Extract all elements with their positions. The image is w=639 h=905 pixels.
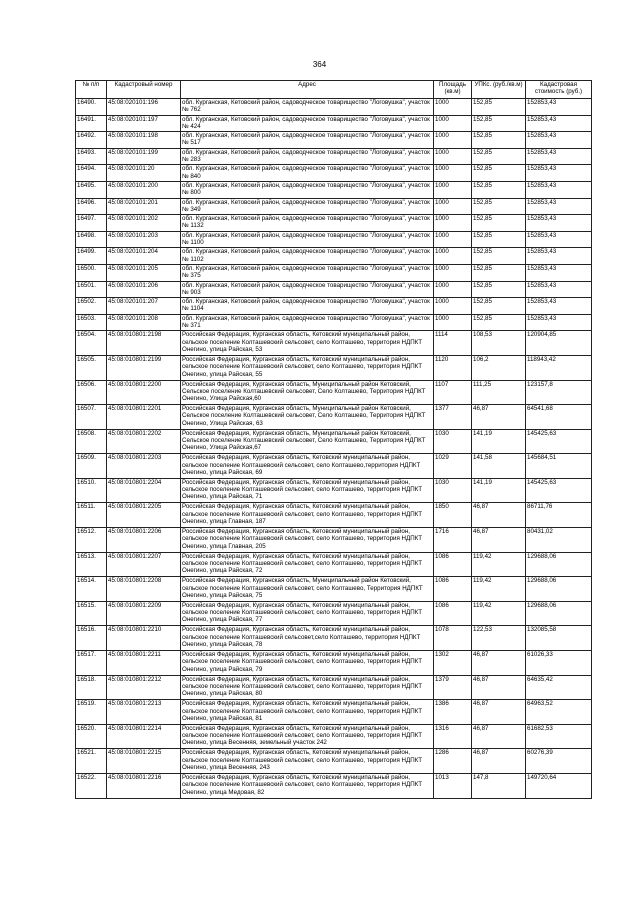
cadastral-value-cell: 80431,02 xyxy=(526,528,592,553)
upks-cell: 46,87 xyxy=(472,700,526,725)
table-row xyxy=(76,148,592,165)
table-row xyxy=(76,601,592,626)
row-number-cell: 16501. xyxy=(76,281,107,298)
table-row xyxy=(76,528,592,553)
address-cell: Российская Федерация, Курганская область, Кетовский муниципальный район, сельское поселение Колташевский сельсовет, село Колташево, территория НДПКТ Онегино, улица Весенняя, земельный участок 242 xyxy=(181,724,434,749)
address-cell: Российская Федерация, Курганская область, Муниципальный район Кетовский, сельское поселение Колташевский сельсовет, село Колташево, Территория НДПКТ Онегино, улица Райская, 75 xyxy=(181,577,434,602)
table-row xyxy=(76,281,592,298)
table-row xyxy=(76,215,592,232)
table-row xyxy=(76,724,592,749)
area-cell: 1850 xyxy=(434,503,472,528)
cadastral-number-cell: 45:08:010801:2200 xyxy=(107,380,181,405)
table-row xyxy=(76,626,592,651)
row-number-cell: 16502. xyxy=(76,298,107,315)
cadastral-value-cell: 145425,63 xyxy=(526,429,592,454)
cadastral-value-cell: 145684,51 xyxy=(526,454,592,479)
row-number-cell: 16514. xyxy=(76,577,107,602)
row-number-cell: 16491. xyxy=(76,115,107,132)
row-number-cell: 16505. xyxy=(76,355,107,380)
area-cell: 1000 xyxy=(434,132,472,149)
cadastral-value-cell: 152853,43 xyxy=(526,314,592,331)
upks-cell: 152,85 xyxy=(472,132,526,149)
row-number-cell: 16516. xyxy=(76,626,107,651)
cadastral-number-cell: 45:08:020101:200 xyxy=(107,181,181,198)
address-cell: обл. Курганская, Кетовский район, садоводческое товарищество "Логовушка", участок № 424 xyxy=(181,115,434,132)
upks-cell: 46,87 xyxy=(472,528,526,553)
address-cell: Российская Федерация, Курганская область, Кетовский муниципальный район, сельское поселение Колташевский сельсовет, село Колташево, территория НДПКТ Онегино, улица Райская, 80 xyxy=(181,675,434,700)
area-cell: 1013 xyxy=(434,774,472,799)
cadastral-number-cell: 45:08:020101:196 xyxy=(107,99,181,116)
address-cell: обл. Курганская, Кетовский район, садоводческое товарищество "Логовушка", участок № 840 xyxy=(181,165,434,182)
header-cadastral-value: Кадастровая стоимость (руб.) xyxy=(526,81,592,99)
address-cell: обл. Курганская, Кетовский район, садоводческое товарищество "Логовушка", участок № 517 xyxy=(181,132,434,149)
upks-cell: 119,42 xyxy=(472,577,526,602)
table-row xyxy=(76,700,592,725)
row-number-cell: 16508. xyxy=(76,429,107,454)
cadastral-number-cell: 45:08:020101:207 xyxy=(107,298,181,315)
table-row xyxy=(76,405,592,430)
cadastral-number-cell: 45:08:020101:197 xyxy=(107,115,181,132)
address-cell: обл. Курганская, Кетовский район, садоводческое товарищество "Логовушка", участок № 1102 xyxy=(181,248,434,265)
cadastral-number-cell: 45:08:010801:2201 xyxy=(107,405,181,430)
row-number-cell: 16496. xyxy=(76,198,107,215)
address-cell: обл. Курганская, Кетовский район, садоводческое товарищество "Логовушка", участок № 375 xyxy=(181,264,434,281)
area-cell: 1000 xyxy=(434,298,472,315)
area-cell: 1120 xyxy=(434,355,472,380)
area-cell: 1086 xyxy=(434,552,472,577)
address-cell: Российская Федерация, Курганская область, Кетовский муниципальный район, сельское поселение Колташевский сельсовет, село Колташево, территория НДПКТ Онегино, улица Главная, 205 xyxy=(181,528,434,553)
upks-cell: 152,85 xyxy=(472,165,526,182)
upks-cell: 46,87 xyxy=(472,405,526,430)
row-number-cell: 16512. xyxy=(76,528,107,553)
area-cell: 1078 xyxy=(434,626,472,651)
cadastral-value-cell: 152853,43 xyxy=(526,99,592,116)
address-cell: Российская Федерация, Курганская область, Кетовский муниципальный район, сельское поселение Колташевский сельсовет, село Колташево, территория НДПКТ Онегино, улица Райская, 79 xyxy=(181,651,434,676)
area-cell: 1000 xyxy=(434,198,472,215)
upks-cell: 152,85 xyxy=(472,181,526,198)
address-cell: Российская Федерация, Курганская область, Муниципальный район Кетовский, Сельское поселение Колташевский сельсовет, Село Колташево, Территория НДПКТ Онегино, Улица Райская,60 xyxy=(181,380,434,405)
cadastral-number-cell: 45:08:020101:202 xyxy=(107,215,181,232)
cadastral-value-cell: 152853,43 xyxy=(526,231,592,248)
area-cell: 1000 xyxy=(434,248,472,265)
upks-cell: 152,85 xyxy=(472,148,526,165)
header-area: Площадь (кв.м) xyxy=(434,81,472,99)
address-cell: Российская Федерация, Курганская область, Кетовский муниципальный район, сельское поселение Колташевский сельсовет, село Колташево, территория НДПКТ Онегино, улица Райская, 81 xyxy=(181,700,434,725)
row-number-cell: 16520. xyxy=(76,724,107,749)
area-cell: 1379 xyxy=(434,675,472,700)
cadastral-number-cell: 45:08:010801:2212 xyxy=(107,675,181,700)
row-number-cell: 16522. xyxy=(76,774,107,799)
upks-cell: 106,2 xyxy=(472,355,526,380)
row-number-cell: 16494. xyxy=(76,165,107,182)
address-cell: обл. Курганская, Кетовский район, садоводческое товарищество "Логовушка", участок № 1100 xyxy=(181,231,434,248)
row-number-cell: 16510. xyxy=(76,478,107,503)
cadastral-number-cell: 45:08:010801:2210 xyxy=(107,626,181,651)
cadastral-value-cell: 152853,43 xyxy=(526,281,592,298)
area-cell: 1000 xyxy=(434,314,472,331)
row-number-cell: 16509. xyxy=(76,454,107,479)
cadastral-value-cell: 64963,52 xyxy=(526,700,592,725)
cadastral-value-cell: 152853,43 xyxy=(526,148,592,165)
upks-cell: 119,42 xyxy=(472,552,526,577)
upks-cell: 46,87 xyxy=(472,503,526,528)
table-header-row xyxy=(76,81,592,99)
cadastral-number-cell: 45:08:020101:199 xyxy=(107,148,181,165)
area-cell: 1086 xyxy=(434,601,472,626)
cadastral-number-cell: 45:08:020101:201 xyxy=(107,198,181,215)
cadastral-table xyxy=(75,80,592,799)
row-number-cell: 16498. xyxy=(76,231,107,248)
upks-cell: 46,87 xyxy=(472,675,526,700)
table-row xyxy=(76,454,592,479)
cadastral-value-cell: 61026,33 xyxy=(526,651,592,676)
row-number-cell: 16511. xyxy=(76,503,107,528)
area-cell: 1000 xyxy=(434,99,472,116)
address-cell: Российская Федерация, Курганская область, Кетовский муниципальный район, сельское поселение Колташевский сельсовет, село Колташево, территория НДПКТ Онегино, улица Райская, 55 xyxy=(181,355,434,380)
table-row xyxy=(76,99,592,116)
cadastral-value-cell: 152853,43 xyxy=(526,298,592,315)
cadastral-value-cell: 64541,68 xyxy=(526,405,592,430)
upks-cell: 152,85 xyxy=(472,314,526,331)
table-row xyxy=(76,577,592,602)
cadastral-value-cell: 145425,63 xyxy=(526,478,592,503)
row-number-cell: 16500. xyxy=(76,264,107,281)
table-row xyxy=(76,314,592,331)
address-cell: Российская Федерация, Курганская область, Кетовский муниципальный район, сельское поселение Колташевский сельсовет, село Колташево,территория НДПКТ Онегино, улица Райская, 69 xyxy=(181,454,434,479)
row-number-cell: 16493. xyxy=(76,148,107,165)
row-number-cell: 16517. xyxy=(76,651,107,676)
area-cell: 1029 xyxy=(434,454,472,479)
area-cell: 1000 xyxy=(434,148,472,165)
upks-cell: 147,8 xyxy=(472,774,526,799)
upks-cell: 152,85 xyxy=(472,298,526,315)
cadastral-value-cell: 152853,43 xyxy=(526,215,592,232)
area-cell: 1000 xyxy=(434,281,472,298)
table-row xyxy=(76,675,592,700)
cadastral-value-cell: 123157,8 xyxy=(526,380,592,405)
cadastral-number-cell: 45:08:010801:2214 xyxy=(107,724,181,749)
area-cell: 1000 xyxy=(434,215,472,232)
upks-cell: 108,53 xyxy=(472,331,526,356)
area-cell: 1000 xyxy=(434,231,472,248)
upks-cell: 141,58 xyxy=(472,454,526,479)
address-cell: обл. Курганская, Кетовский район, садоводческое товарищество "Логовушка", участок № 371 xyxy=(181,314,434,331)
cadastral-number-cell: 45:08:020101:204 xyxy=(107,248,181,265)
cadastral-number-cell: 45:08:010801:2208 xyxy=(107,577,181,602)
address-cell: Российская Федерация, Курганская область, Кетовский муниципальный район, сельское поселение Колташевский сельсовет, село Колташево, территория НДПКТ Онегино, улица Райская, 72 xyxy=(181,552,434,577)
cadastral-number-cell: 45:08:010801:2202 xyxy=(107,429,181,454)
address-cell: Российская Федерация, Курганская область, Кетовский муниципальный район, сельское поселение Колташевский сельсовет, село Колташево, территория НДПКТ Онегино, улица Райская, 71 xyxy=(181,478,434,503)
upks-cell: 152,85 xyxy=(472,99,526,116)
area-cell: 1030 xyxy=(434,478,472,503)
cadastral-number-cell: 45:08:010801:2209 xyxy=(107,601,181,626)
row-number-cell: 16492. xyxy=(76,132,107,149)
cadastral-value-cell: 129688,06 xyxy=(526,577,592,602)
upks-cell: 122,53 xyxy=(472,626,526,651)
table-row xyxy=(76,331,592,356)
address-cell: обл. Курганская, Кетовский район, садоводческое товарищество "Логовушка", участок № 349 xyxy=(181,198,434,215)
address-cell: обл. Курганская, Кетовский район, садоводческое товарищество "Логовушка", участок № 1104 xyxy=(181,298,434,315)
address-cell: Российская Федерация, Курганская область, Муниципальный район Кетовский, Сельское поселение Колташевский сельсовет, Село Колташево, Территория НДПКТ Онегино, Улица Райская, 63 xyxy=(181,405,434,430)
cadastral-value-cell: 120904,85 xyxy=(526,331,592,356)
row-number-cell: 16504. xyxy=(76,331,107,356)
cadastral-value-cell: 118943,42 xyxy=(526,355,592,380)
cadastral-value-cell: 129688,06 xyxy=(526,601,592,626)
cadastral-value-cell: 60276,39 xyxy=(526,749,592,774)
upks-cell: 152,85 xyxy=(472,115,526,132)
address-cell: Российская Федерация, Курганская область, Кетовский муниципальный район, сельское поселение Колташевский сельсовет, село Колташево, территория НДПКТ Онегино, улица Медовая, 82 xyxy=(181,774,434,799)
cadastral-number-cell: 45:08:020101:198 xyxy=(107,132,181,149)
area-cell: 1302 xyxy=(434,651,472,676)
table-row xyxy=(76,503,592,528)
cadastral-value-cell: 149720,64 xyxy=(526,774,592,799)
upks-cell: 46,87 xyxy=(472,749,526,774)
cadastral-value-cell: 152853,43 xyxy=(526,132,592,149)
table-row xyxy=(76,165,592,182)
area-cell: 1000 xyxy=(434,181,472,198)
area-cell: 1386 xyxy=(434,700,472,725)
table-row xyxy=(76,355,592,380)
row-number-cell: 16495. xyxy=(76,181,107,198)
upks-cell: 46,87 xyxy=(472,724,526,749)
row-number-cell: 16499. xyxy=(76,248,107,265)
address-cell: обл. Курганская, Кетовский район, садоводческое товарищество "Логовушка", участок № 800 xyxy=(181,181,434,198)
cadastral-number-cell: 45:08:010801:2204 xyxy=(107,478,181,503)
table-row xyxy=(76,115,592,132)
area-cell: 1286 xyxy=(434,749,472,774)
cadastral-value-cell: 61682,53 xyxy=(526,724,592,749)
cadastral-number-cell: 45:08:020101:20 xyxy=(107,165,181,182)
table-row xyxy=(76,198,592,215)
cadastral-value-cell: 152853,43 xyxy=(526,198,592,215)
address-cell: обл. Курганская, Кетовский район, садоводческое товарищество "Логовушка", участок № 903 xyxy=(181,281,434,298)
table-row xyxy=(76,429,592,454)
header-num: № п/п xyxy=(76,81,107,99)
address-cell: обл. Курганская, Кетовский район, садоводческое товарищество "Логовушка", участок № 283 xyxy=(181,148,434,165)
area-cell: 1316 xyxy=(434,724,472,749)
row-number-cell: 16515. xyxy=(76,601,107,626)
area-cell: 1377 xyxy=(434,405,472,430)
table-row xyxy=(76,478,592,503)
table-row xyxy=(76,552,592,577)
cadastral-value-cell: 129688,06 xyxy=(526,552,592,577)
cadastral-number-cell: 45:08:010801:2206 xyxy=(107,528,181,553)
address-cell: Российская Федерация, Курганская область, Кетовский муниципальный район, сельское поселение Колташевский сельсовет,село Колташево, территория НДПКТ Онегино, улица Райская, 78 xyxy=(181,626,434,651)
row-number-cell: 16513. xyxy=(76,552,107,577)
address-cell: Российская Федерация, Курганская область, Кетовский муниципальный район, сельское поселение Колташевский сельсовет, село Колташево, территория НДПКТ Онегино, улица Райская, 77 xyxy=(181,601,434,626)
header-upks: УПКс. (руб./кв.м) xyxy=(472,81,526,99)
area-cell: 1107 xyxy=(434,380,472,405)
table-row xyxy=(76,651,592,676)
area-cell: 1000 xyxy=(434,165,472,182)
table-row xyxy=(76,749,592,774)
address-cell: обл. Курганская, Кетовский район, садоводческое товарищество "Логовушка", участок № 1132 xyxy=(181,215,434,232)
table-row xyxy=(76,132,592,149)
table-row xyxy=(76,774,592,799)
cadastral-value-cell: 152853,43 xyxy=(526,248,592,265)
cadastral-number-cell: 45:08:020101:205 xyxy=(107,264,181,281)
cadastral-value-cell: 132085,58 xyxy=(526,626,592,651)
table-row xyxy=(76,380,592,405)
address-cell: Российская Федерация, Курганская область, Кетовский муниципальный район, сельское поселение Колташевский сельсовет, село Колташево, территория НДПКТ Онегино, улица Райская, 53 xyxy=(181,331,434,356)
cadastral-number-cell: 45:08:020101:208 xyxy=(107,314,181,331)
cadastral-number-cell: 45:08:020101:203 xyxy=(107,231,181,248)
address-cell: Российская Федерация, Курганская область, Кетовский муниципальный район, сельское поселение Колташевский сельсовет, село Колташево, территория НДПКТ Онегино, улица Весенняя, 243 xyxy=(181,749,434,774)
header-address: Адрес xyxy=(181,81,434,99)
cadastral-number-cell: 45:08:010801:2215 xyxy=(107,749,181,774)
table-row xyxy=(76,264,592,281)
address-cell: обл. Курганская, Кетовский район, садоводческое товарищество "Логовушка", участок № 762 xyxy=(181,99,434,116)
cadastral-number-cell: 45:08:010801:2203 xyxy=(107,454,181,479)
cadastral-number-cell: 45:08:010801:2199 xyxy=(107,355,181,380)
area-cell: 1000 xyxy=(434,115,472,132)
row-number-cell: 16506. xyxy=(76,380,107,405)
cadastral-number-cell: 45:08:010801:2205 xyxy=(107,503,181,528)
row-number-cell: 16507. xyxy=(76,405,107,430)
upks-cell: 152,85 xyxy=(472,248,526,265)
area-cell: 1000 xyxy=(434,264,472,281)
cadastral-value-cell: 152853,43 xyxy=(526,181,592,198)
area-cell: 1716 xyxy=(434,528,472,553)
upks-cell: 119,42 xyxy=(472,601,526,626)
address-cell: Российская Федерация, Курганская область, Кетовский муниципальный район, сельское поселение Колташевский сельсовет, село Колташево, территория НДПКТ Онегино, улица Главная, 187 xyxy=(181,503,434,528)
cadastral-value-cell: 86711,76 xyxy=(526,503,592,528)
table-row xyxy=(76,248,592,265)
row-number-cell: 16521. xyxy=(76,749,107,774)
cadastral-number-cell: 45:08:010801:2213 xyxy=(107,700,181,725)
table-row xyxy=(76,231,592,248)
cadastral-number-cell: 45:08:020101:206 xyxy=(107,281,181,298)
table-row xyxy=(76,298,592,315)
cadastral-number-cell: 45:08:010801:2207 xyxy=(107,552,181,577)
upks-cell: 152,85 xyxy=(472,281,526,298)
row-number-cell: 16497. xyxy=(76,215,107,232)
upks-cell: 111,25 xyxy=(472,380,526,405)
cadastral-number-cell: 45:08:010801:2216 xyxy=(107,774,181,799)
cadastral-value-cell: 152853,43 xyxy=(526,165,592,182)
row-number-cell: 16490. xyxy=(76,99,107,116)
upks-cell: 152,85 xyxy=(472,215,526,232)
cadastral-number-cell: 45:08:010801:2198 xyxy=(107,331,181,356)
upks-cell: 152,85 xyxy=(472,198,526,215)
cadastral-value-cell: 152853,43 xyxy=(526,115,592,132)
upks-cell: 141,19 xyxy=(472,478,526,503)
upks-cell: 141,19 xyxy=(472,429,526,454)
area-cell: 1030 xyxy=(434,429,472,454)
page-number: 364 xyxy=(312,60,327,69)
upks-cell: 152,85 xyxy=(472,264,526,281)
header-cadastral-number: Кадастровый номер xyxy=(107,81,181,99)
address-cell: Российская Федерация, Курганская область, Муниципальный район Кетовский, Сельское поселение Колташевский сельсовет, Село Колташево, Территория НДПКТ Онегино, Улица Райская,67 xyxy=(181,429,434,454)
row-number-cell: 16503. xyxy=(76,314,107,331)
cadastral-value-cell: 152853,43 xyxy=(526,264,592,281)
table-row xyxy=(76,181,592,198)
cadastral-value-cell: 64635,42 xyxy=(526,675,592,700)
area-cell: 1086 xyxy=(434,577,472,602)
area-cell: 1114 xyxy=(434,331,472,356)
table-body xyxy=(76,99,592,799)
row-number-cell: 16519. xyxy=(76,700,107,725)
upks-cell: 152,85 xyxy=(472,231,526,248)
row-number-cell: 16518. xyxy=(76,675,107,700)
cadastral-number-cell: 45:08:010801:2211 xyxy=(107,651,181,676)
upks-cell: 46,87 xyxy=(472,651,526,676)
